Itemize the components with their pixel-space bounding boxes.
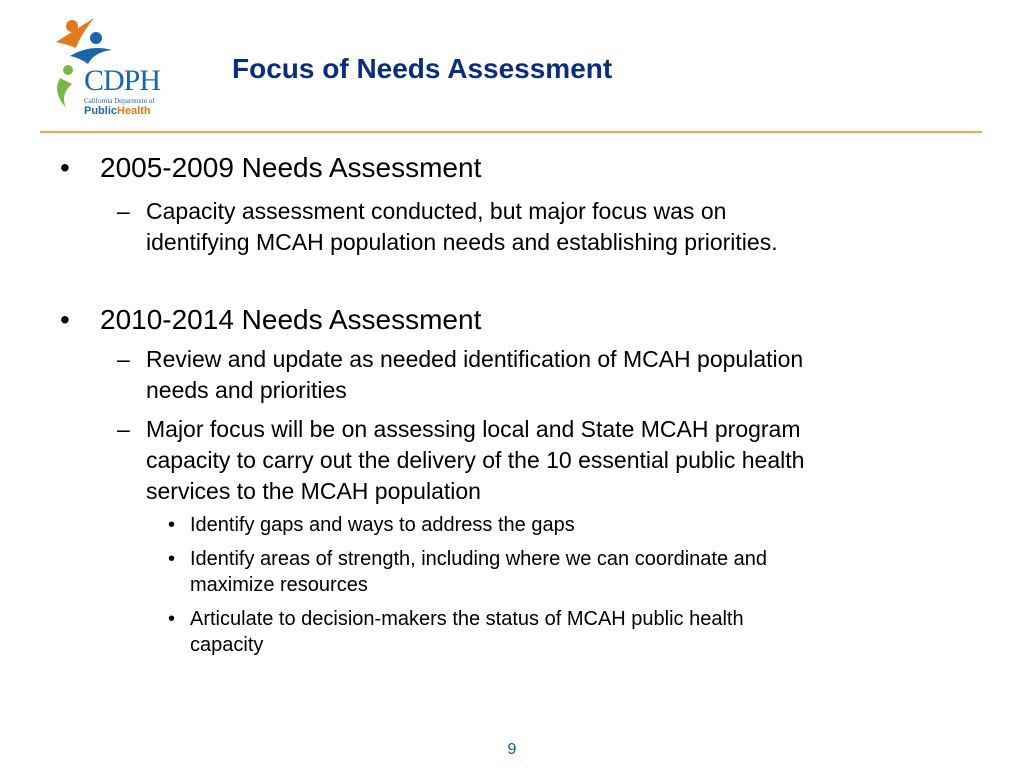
sub-item-text: services to the MCAH population [146,478,481,504]
sub-item-text: needs and priorities [146,377,347,403]
sub-item-text-marker: – [117,416,130,442]
sub-item-text: Capacity assessment conducted, but major focus was on [146,198,727,224]
section-heading-2010-2014: 2010-2014 Needs Assessment [100,304,482,335]
slide-title: Focus of Needs Assessment [232,53,613,84]
page-number: 9 [507,741,517,758]
sub-item-text: Review and update as needed identification of MCAH population [146,346,804,372]
logo-public: Public [84,105,118,117]
nested-bullet-text: capacity [190,634,264,656]
section-heading-2005-2009-marker: • [60,152,70,183]
nested-bullet-text: Identify areas of strength, including where we can coordinate and [190,548,768,570]
nested-bullet-text: maximize resources [190,574,368,596]
title-divider [40,131,982,133]
logo-brand: CDPH [84,64,161,97]
sub-item-text: Major focus will be on assessing local and State MCAH program [146,416,801,442]
logo-subtitle: California Department of [84,97,155,105]
nested-bullet-text-marker: • [168,608,176,630]
logo-health: Health [117,105,151,117]
logo-public-health [84,106,151,117]
sub-item-text-marker: – [117,346,130,372]
sub-item-text-marker: – [117,198,130,224]
sub-item-text: identifying MCAH population needs and establishing priorities. [146,229,778,255]
sub-item-text: capacity to carry out the delivery of the 10 essential public health [146,447,805,473]
nested-bullet-text: Identify gaps and ways to address the gaps [190,514,575,536]
nested-bullet-text-marker: • [168,548,176,570]
section-heading-2010-2014-marker: • [60,304,70,335]
cdph-logo [50,14,170,117]
nested-bullet-text: Articulate to decision-makers the status of MCAH public health [190,608,744,630]
section-heading-2005-2009: 2005-2009 Needs Assessment [100,152,482,183]
nested-bullet-text-marker: • [168,514,176,536]
